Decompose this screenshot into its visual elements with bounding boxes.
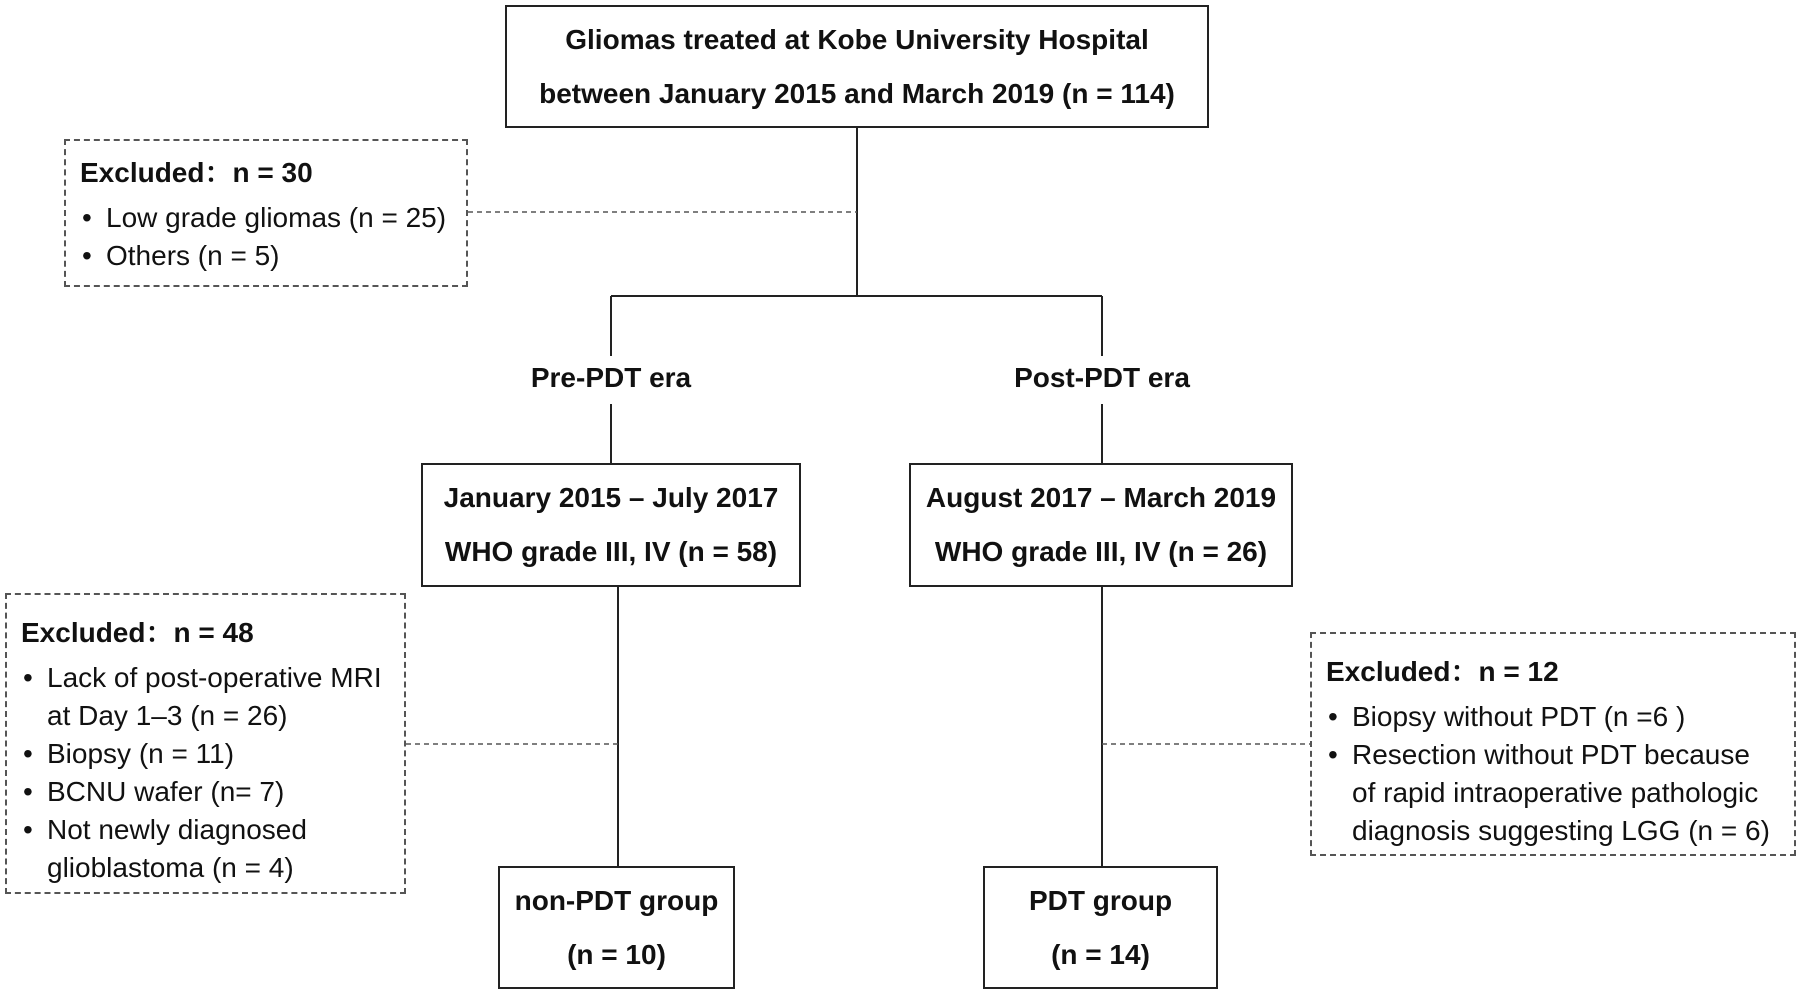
pre-pdt-box [421,463,801,587]
list-item: • Lack of post-operative MRI at Day 1–3 (n = 26) [21,659,390,735]
list-item: • Not newly diagnosed glioblastoma (n = 4) [21,811,390,887]
post-box-line1: August 2017 – March 2019 [925,482,1277,513]
pdt-line1: PDT group [1028,884,1173,916]
excluded-top-list [80,199,452,275]
top-box-line1: Gliomas treated at Kobe University Hospital [565,23,1149,55]
excluded-pre-box [5,593,406,894]
excluded-post-title: Excluded：n = 12 [1326,656,1559,687]
non-pdt-line2: (n = 10) [567,938,666,970]
list-item: • Resection without PDT because of rapid intraoperative pathologic diagnosis suggesting LGG (n = 6) [1326,736,1780,850]
pre-pdt-era-label: Pre-PDT era [530,362,692,393]
excluded-post-box [1310,632,1796,856]
excluded-top-title: Excluded：n = 30 [80,157,313,188]
post-pdt-box [909,463,1293,587]
top-box-line2: between January 2015 and March 2019 (n = 114) [539,77,1175,109]
non-pdt-line1: non-PDT group [514,884,719,916]
excluded-pre-list [21,659,390,887]
top-box [505,5,1209,128]
list-item: • BCNU wafer (n= 7) [21,773,390,811]
list-item: • Low grade gliomas (n = 25) [80,199,452,237]
post-pdt-era-label: Post-PDT era [1014,362,1190,393]
excluded-pre-title: Excluded：n = 48 [21,617,254,648]
pdt-line2: (n = 14) [1051,938,1150,970]
list-item: • Biopsy without PDT (n =6 ) [1326,698,1780,736]
excluded-post-list [1326,698,1780,850]
pre-box-line1: January 2015 – July 2017 [443,482,779,513]
pre-box-line2: WHO grade III, IV (n = 58) [444,536,778,567]
post-box-line2: WHO grade III, IV (n = 26) [934,536,1268,567]
list-item: • Others (n = 5) [80,237,452,275]
non-pdt-group-box [498,866,735,989]
list-item: • Biopsy (n = 11) [21,735,390,773]
pdt-group-box [983,866,1218,989]
excluded-top-box [64,139,468,287]
